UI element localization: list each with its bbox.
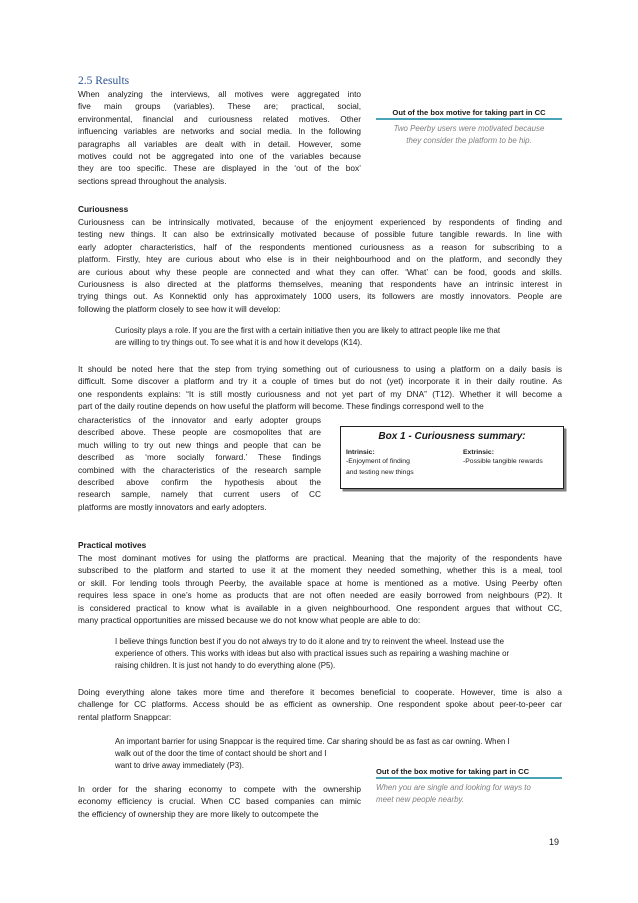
sidebox-title: Out of the box motive for taking part in CC — [392, 108, 546, 117]
text-line: and testing new things — [346, 468, 414, 476]
text-line: motives could not be aggregated into one of the variables because — [78, 151, 361, 162]
text-line: environmental, financial and curiousness related motives. Other — [78, 113, 361, 124]
sidebox-out-of-the-box-2 — [376, 766, 562, 807]
text-line: meet new people nearby. — [376, 795, 465, 805]
text-line: combined with the characteristics of the research sample — [78, 464, 321, 475]
text-line: walk out of the door the time of contact should be short and I — [115, 749, 327, 758]
text-line: described as ‘more socially forward.’ These findings — [78, 452, 321, 463]
text-line: they consider the platform to be hip. — [406, 136, 532, 146]
practical-quote-1 — [115, 636, 563, 672]
text-line: influencing variables are networks and social media. In the following — [78, 126, 361, 137]
text-line: are curious about why these people are connected and what they can offer. ‘What’ can be food, goods and skills. — [78, 266, 562, 277]
text-line: rental platform Snappcar: — [78, 711, 172, 722]
text-line: The most dominant motives for using the platforms are practical. Meaning that the majority of the respondents have — [78, 553, 562, 563]
text-line: When analyzing the interviews, all motives were aggregated into — [78, 89, 361, 99]
curiousness-summary-box — [340, 426, 564, 489]
text-line: described above confirm the hypothesis about the — [78, 477, 321, 488]
text-line: I believe things function best if you do not always try to do it alone and try to reinvent the wheel. Instead use the — [115, 637, 505, 646]
text-line: part of the daily routine depends on how useful the platform will become. These findings correspond well to the — [78, 401, 484, 412]
text-line: trying things out. As Konnektid only has approximately 1000 users, its followers are mostly innovators. People are — [78, 291, 562, 302]
intrinsic-label: Intrinsic: — [346, 449, 375, 456]
text-line: raising children. It is just not handy to do everything alone (P5). — [115, 661, 336, 670]
curiousness-quote — [115, 325, 563, 349]
curiousness-paragraph-3 — [78, 414, 321, 513]
sidebox-divider — [376, 777, 562, 779]
text-line: platforms are mostly innovators and early adopters. — [78, 501, 267, 512]
curiousness-paragraph-2 — [78, 363, 562, 413]
sidebox-title: Out of the box motive for taking part in CC — [376, 767, 530, 776]
sidebox-divider — [376, 118, 562, 120]
extrinsic-column — [463, 448, 563, 468]
text-line: five main groups (variables). These are; practical, social, — [78, 101, 361, 112]
text-line: one respondents explains: “It is still mostly curiousness and not yet part of my DNA” (T12). Whether it will become a — [78, 388, 562, 399]
text-line: described above. These people are cosmopolites that are — [78, 427, 321, 438]
text-line: are willing to try things out. To see what it is and how it develops (K14). — [115, 338, 363, 347]
intrinsic-column — [346, 448, 446, 478]
text-line: they are too specific. These are displayed in the ‘out of the box’ — [78, 163, 361, 174]
sidebox-text — [376, 123, 562, 148]
practical-paragraph-3 — [78, 783, 361, 820]
sidebox-out-of-the-box-1 — [376, 107, 562, 148]
extrinsic-label: Extrinsic: — [463, 449, 494, 456]
text-line: Curiousness is also directed at the platforms themselves, meaning that respondents have an intrinsic interest in — [78, 279, 562, 290]
practical-paragraph-2 — [78, 686, 562, 723]
text-line: Curiosity plays a role. If you are the first with a certain initiative then you are likely to attract people like me that — [115, 326, 501, 335]
text-line: research sample, namely that current users of CC — [78, 489, 321, 500]
text-line: much willing to try out new things and people that can be — [78, 439, 321, 450]
section-title: 2.5 Results — [78, 75, 130, 87]
text-line: When you are single and looking for ways to — [376, 783, 531, 792]
curiousness-paragraph-1 — [78, 216, 562, 315]
text-line: experience of others. This works with ideas but also with practical issues such as repairing a washing machine or — [115, 649, 510, 658]
summary-box-title: Box 1 - Curiousness summary: — [378, 431, 526, 442]
text-line: It should be noted here that the step from trying something out of curiousness to using a platform on a daily basis is — [78, 364, 562, 374]
practical-heading: Practical motives — [78, 540, 147, 550]
text-line: platform. Firstly, htey are curious about who else is in their neighbourhood and on the platform, and secondly they — [78, 254, 562, 265]
text-line: Doing everything alone takes more time and therefore it becomes beneficial to cooperate. However, time is also a — [78, 687, 562, 697]
text-line: requires less space in one’s home as products that are not often needed are easily borrowed from neighbours (P2). It — [78, 590, 562, 601]
text-line: the efficiency of ownership they are more likely to outcompete the — [78, 808, 319, 819]
text-line: paragraphs all variables are dealt with in detail. However, some — [78, 138, 361, 149]
text-line: following the platform closely to see how it will develop: — [78, 303, 281, 314]
text-line: Curiousness can be intrinsically motivated, because of the enjoyment experienced by respondents of finding and — [78, 217, 562, 227]
text-line: characteristics of the innovator and early adopter groups — [78, 415, 321, 425]
text-line: sections spread throughout the analysis. — [78, 175, 227, 186]
sidebox-text — [376, 782, 562, 807]
text-line: is considered practical to know what is available in a given neighbourhood. One respondent argues that without CC, — [78, 602, 562, 613]
page-number: 19 — [549, 837, 560, 847]
text-line: subscribed to the platform and started to use it at the moment they needed something, whether this is a meal, tool — [78, 565, 562, 576]
text-line: An important barrier for using Snappcar is the required time. Car sharing should be as fast as car owning. When I — [115, 737, 510, 746]
text-line: challenge for CC platforms. Access should be as efficient as ownership. One respondent spoke about peer-to-peer car — [78, 699, 562, 710]
text-line: early adopter characteristics, half of the respondents mentioned curiousness as a reason for subscribing to a — [78, 241, 562, 252]
text-line: testing new things. It can also be extrinsically motivated because of possible future tangible rewards. In line with — [78, 229, 562, 240]
text-line: -Enjoyment of finding — [346, 458, 410, 465]
practical-paragraph-1 — [78, 552, 562, 626]
intro-paragraph — [78, 88, 361, 187]
text-line: economy efficiency is crucial. When CC based companies can mimic — [78, 796, 361, 807]
text-line: difficult. Some discover a platform and try it a couple of times but do not (yet) incorporate it in their daily routine. As — [78, 376, 562, 387]
text-line: In order for the sharing economy to compete with the ownership — [78, 784, 361, 794]
text-line: -Possible tangible rewards — [463, 458, 543, 465]
text-line: Two Peerby users were motivated because — [393, 124, 545, 133]
extrinsic-list — [463, 457, 563, 468]
text-line: many practical opportunities are missed because we do not know what people are able to do: — [78, 615, 421, 626]
intrinsic-list — [346, 457, 446, 478]
text-line: or skill. For lending tools through Peerby, the available space at home is mentioned as a motive. Using Peerby often — [78, 577, 562, 588]
text-line: want to drive away immediately (P3). — [115, 761, 244, 770]
curiousness-heading: Curiousness — [78, 204, 129, 214]
